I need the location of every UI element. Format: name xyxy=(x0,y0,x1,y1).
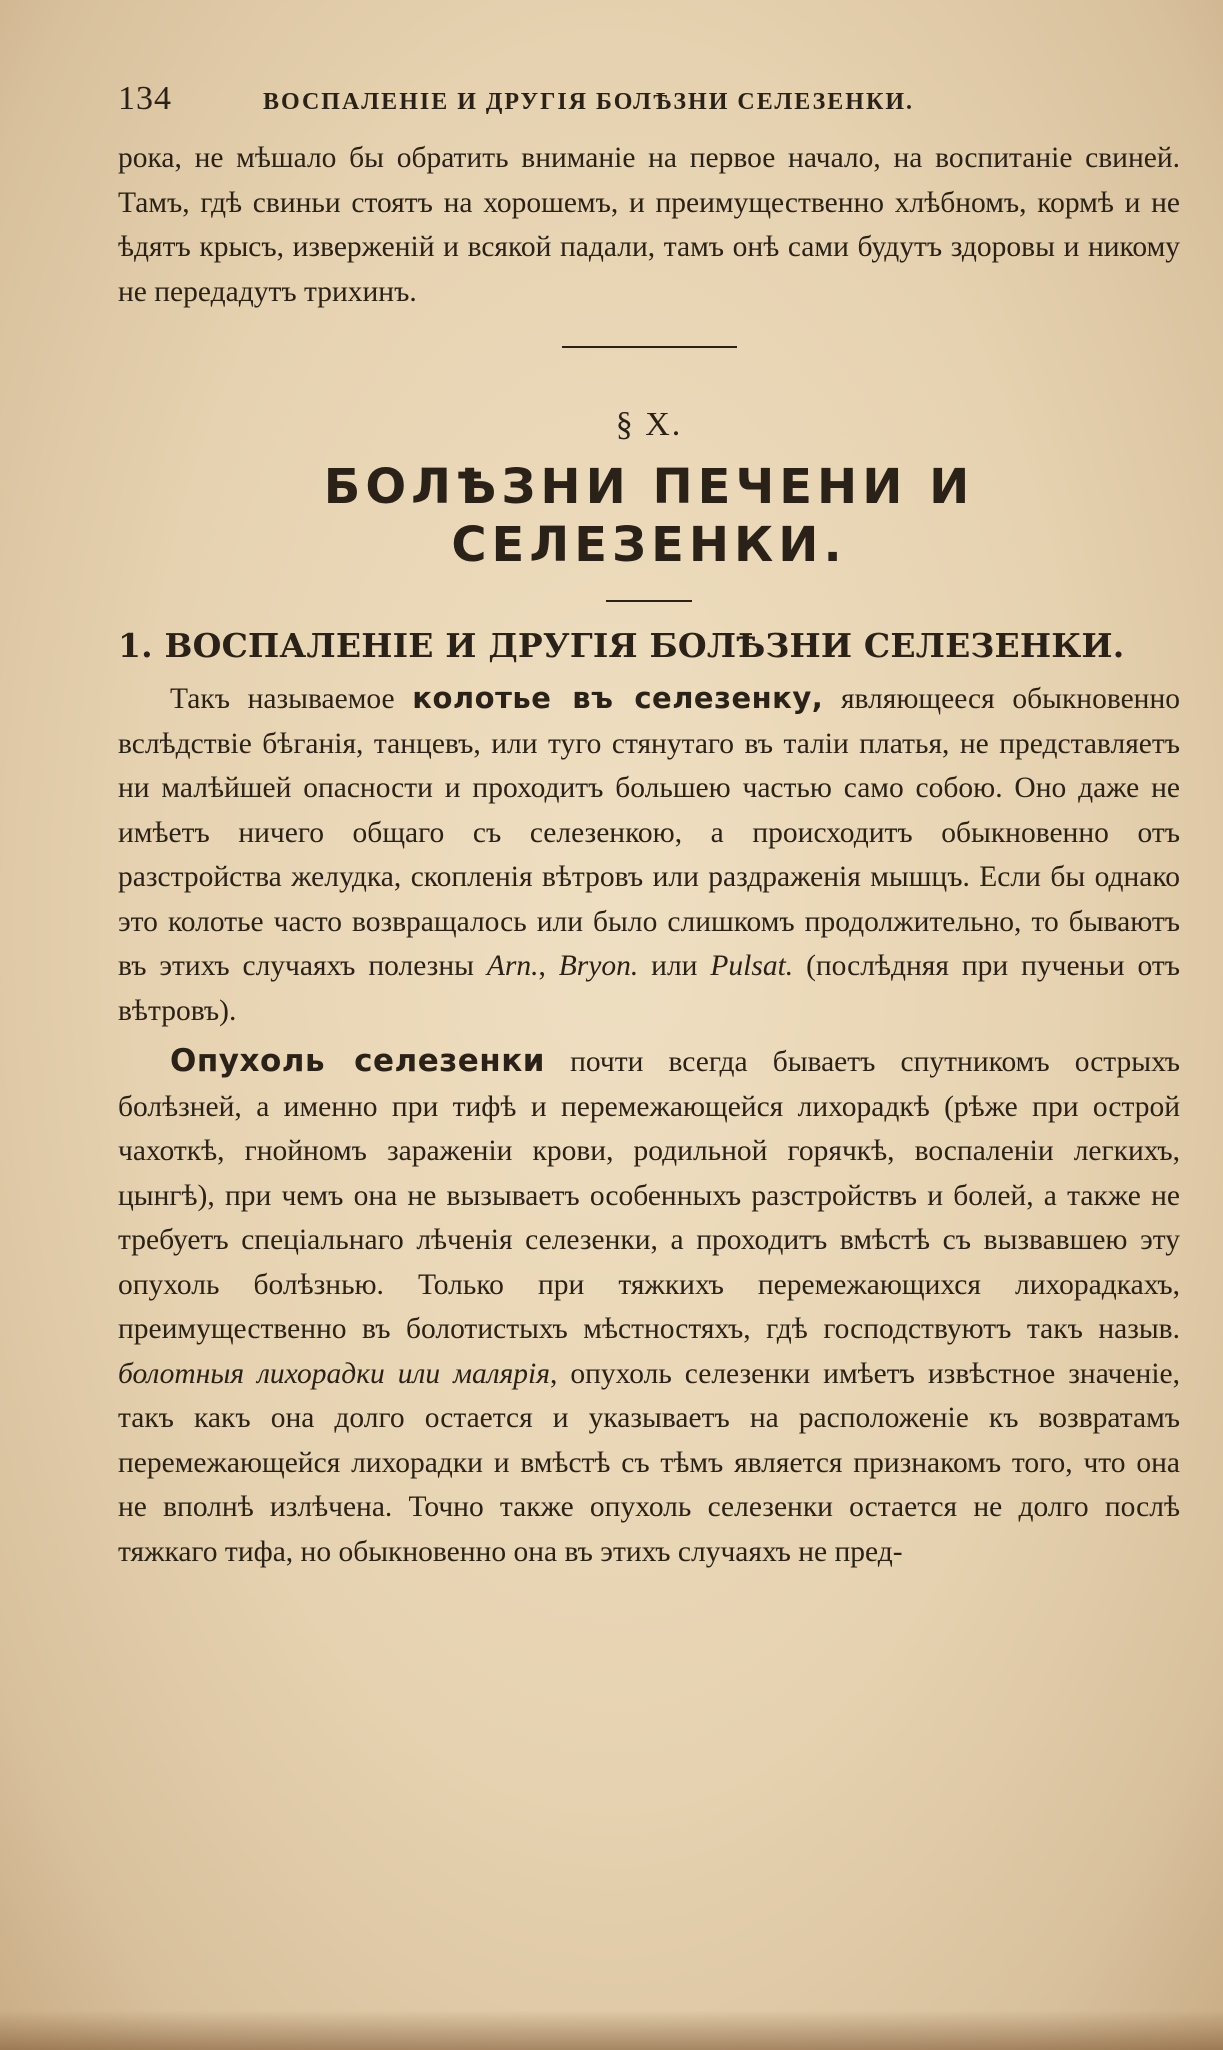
remedy-separator-2: или xyxy=(638,950,711,982)
chapter-title-line2: СЕЛЕЗЕНКИ. xyxy=(451,517,847,573)
term-colic: колотье въ селезенку, xyxy=(412,681,824,715)
page-number: 134 xyxy=(118,80,172,117)
paragraph-colic xyxy=(118,676,1180,1033)
remedy-arnica: Arn. xyxy=(486,950,539,982)
paragraph-spleen-text-b: , опухоль селезенки имѣетъ извѣстное значеніе, такъ какъ она долго остается и указываетъ на расположеніе къ возвратамъ перемежающейся лихорадки и вмѣстѣ съ тѣмъ является признакомъ того, что она не вполнѣ излѣчена. Точно также опухоль селезенки остается не долго послѣ тяжкаго тифа, но обыкновенно она въ этихъ случаяхъ не пред- xyxy=(118,1357,1180,1568)
term-spleen-swelling: Опухоль селезенки xyxy=(170,1043,545,1079)
running-head xyxy=(118,80,1180,130)
page-content xyxy=(118,80,1180,1574)
section-number: § X. xyxy=(615,406,683,443)
remedy-bryonia: Bryon. xyxy=(558,950,639,982)
section-divider-top xyxy=(562,346,737,348)
term-malaria: болотныя лихорадки или малярія xyxy=(118,1357,550,1390)
paragraph-spleen-text-a: почти всегда бываетъ спутникомъ острыхъ болѣзней, а именно при тифѣ и перемежающейся лихорадкѣ (рѣже при острой чахоткѣ, гнойномъ зараженіи крови, родильной горячкѣ, воспаленіи легкихъ, цынгѣ), при чемъ она не вызываетъ особенныхъ разстройствъ и болей, а также не требуетъ спеціальнаго лѣченія селезенки, а проходитъ вмѣстѣ съ вызвавшею эту опухоль болѣзнью. Только при тяжкихъ перемежающихся лихорадкахъ, преимущественно въ болотистыхъ мѣстностяхъ, гдѣ господствуютъ такъ назыв. xyxy=(118,1046,1180,1345)
running-title: ВОСПАЛЕНІЕ И ДРУГІЯ БОЛѢЗНИ СЕЛЕЗЕНКИ. xyxy=(263,89,915,115)
remedy-pulsatilla: Pulsat. xyxy=(710,950,794,982)
chapter-title xyxy=(118,458,1180,574)
subheading: 1. ВОСПАЛЕНІЕ И ДРУГІЯ БОЛѢЗНИ СЕЛЕЗЕНКИ. xyxy=(118,626,1125,665)
paragraph-spleen-swelling xyxy=(118,1039,1180,1574)
paragraph-colic-lead: Такъ называемое xyxy=(170,683,413,715)
section-divider-bottom xyxy=(606,600,692,602)
remedy-separator-1: , xyxy=(538,950,559,982)
paragraph-colic-text-b: (послѣдняя при пученьи отъ вѣтровъ). xyxy=(118,950,1180,1027)
chapter-title-line1: БОЛѢЗНИ ПЕЧЕНИ И xyxy=(323,459,975,515)
paragraph-colic-text-a: являющееся обыкновенно вслѣдствіе бѣганія, танцевъ, или туго стянутаго въ таліи платья, не представляетъ ни малѣйшей опасности и проходитъ большею частью само собою. Оно даже не имѣетъ ничего общаго съ селезенкою, а происходитъ обыкновенно отъ разстройства желудка, скопленія вѣтровъ или раздраженія мышцъ. Если бы однако это колотье часто возвращалось или было слишкомъ продолжительно, то бываютъ въ этихъ случаяхъ полезны xyxy=(118,683,1180,982)
intro-paragraph: рока, не мѣшало бы обратить вниманіе на первое начало, на воспитаніе свиней. Тамъ, гдѣ свиньи стоятъ на хорошемъ, и преимущественно хлѣбномъ, кормѣ и не ѣдятъ крысъ, изверженій и всякой падали, тамъ онѣ сами будутъ здоровы и никому не передадутъ трихинъ. xyxy=(118,142,1180,308)
